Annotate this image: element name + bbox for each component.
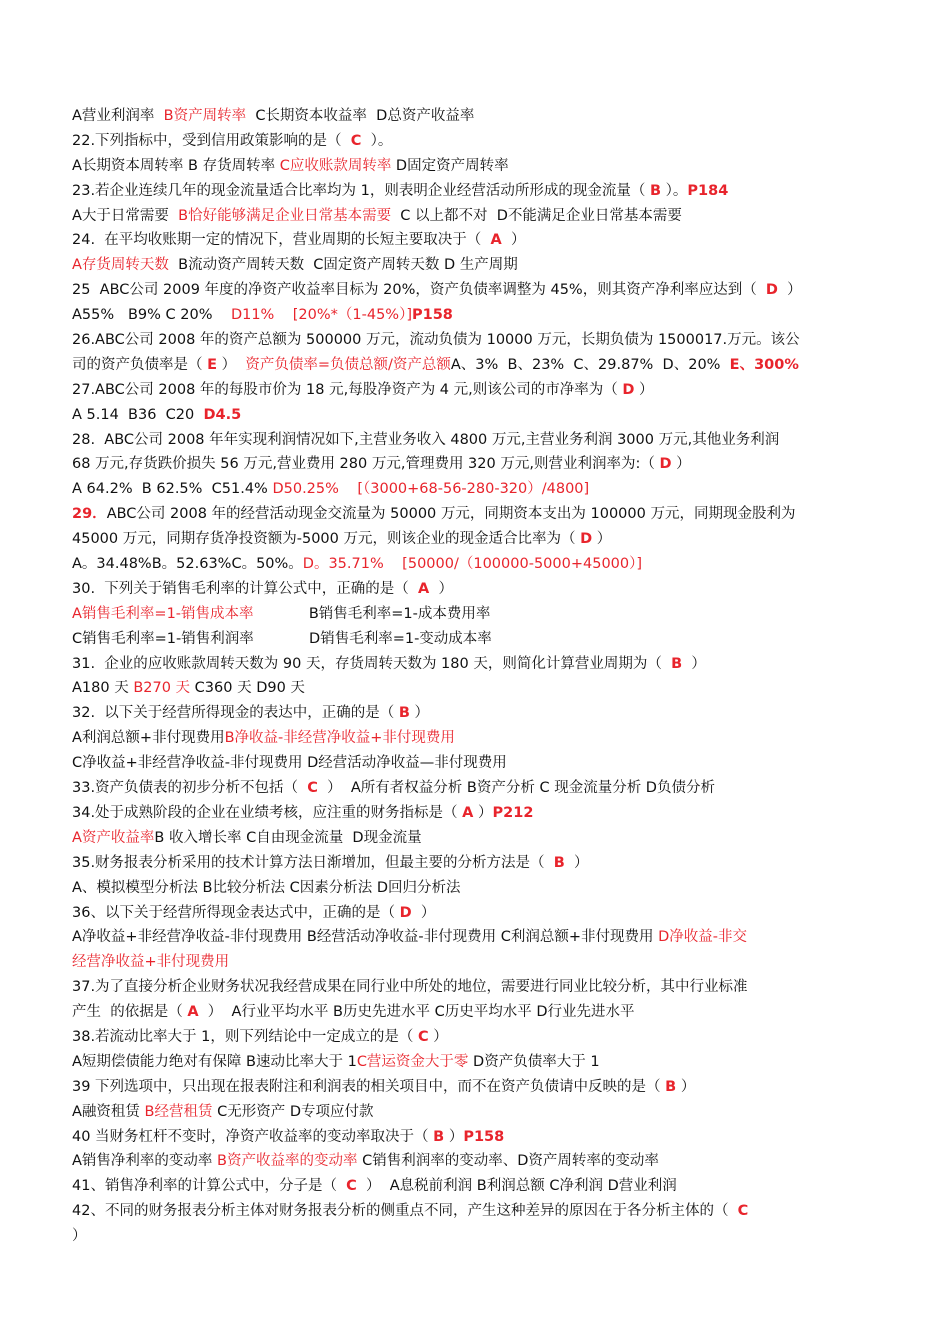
question-text: A短期偿债能力绝对有保障 B速动比率大于 1 bbox=[72, 1053, 357, 1070]
text-line bbox=[72, 428, 872, 453]
question-text: D资产负债率大于 1 bbox=[468, 1053, 600, 1070]
answer-text: D bbox=[765, 282, 778, 299]
text-line bbox=[72, 179, 872, 204]
question-text: 40 当财务杠杆不变时，净资产收益率的变动率取决于（ bbox=[72, 1128, 434, 1145]
answer-text: D4.5 bbox=[203, 406, 242, 423]
question-text: C 以上都不对 D不能满足企业日常基本需要 bbox=[391, 207, 682, 224]
question-text: C360 天 D90 天 bbox=[190, 680, 305, 697]
question-text: C销售毛利率=1-销售利润率 D销售毛利率=1-变动成本率 bbox=[72, 630, 492, 647]
text-line bbox=[72, 1000, 872, 1025]
question-text: 24. 在平均收账期一定的情况下，营业周期的长短主要取决于（ bbox=[72, 232, 491, 249]
question-text: C无形资产 D专项应付款 bbox=[212, 1103, 374, 1120]
question-text: A净收益+非经营净收益-非付现费用 B经营活动净收益-非付现费用 C利润总额+非付现费用 bbox=[72, 929, 659, 946]
answer-text: P158 bbox=[463, 1128, 505, 1145]
answer-text: P158 bbox=[412, 307, 453, 324]
answer-text: A bbox=[187, 1004, 199, 1021]
text-line bbox=[72, 826, 872, 851]
text-line bbox=[72, 452, 872, 477]
text-line bbox=[72, 1174, 872, 1199]
answer-text: D bbox=[580, 531, 593, 548]
question-text: B流动资产周转天数 C固定资产周转天数 D 生产周期 bbox=[168, 257, 518, 274]
answer-text: B资产收益率的变动率 bbox=[217, 1153, 358, 1170]
question-text: ） A所有者权益分析 B资产分析 C 现金流量分析 D负债分析 bbox=[317, 780, 715, 797]
question-text: 23.若企业连续几年的现金流量适合比率均为 1，则表明企业经营活动所形成的现金流量（ bbox=[72, 182, 650, 199]
question-text: 产生 的依据是（ bbox=[72, 1004, 188, 1021]
question-text: 34.处于成熟阶段的企业在业绩考核，应注重的财务指标是（ bbox=[72, 804, 463, 821]
answer-text: A bbox=[418, 580, 430, 597]
question-text: ） bbox=[671, 456, 691, 473]
text-line bbox=[72, 353, 872, 378]
text-line bbox=[72, 527, 872, 552]
question-text: 30. 下列关于销售毛利率的计算公式中，正确的是（ bbox=[72, 580, 418, 597]
question-text: ） bbox=[411, 904, 436, 921]
answer-text: D bbox=[399, 904, 412, 921]
question-text: B 收入增长率 C自由现金流量 D现金流量 bbox=[154, 829, 422, 846]
answer-text: B bbox=[665, 1078, 677, 1095]
answer-text: E、300% bbox=[729, 356, 799, 373]
question-text: ） bbox=[676, 1078, 696, 1095]
question-text: 35.财务报表分析采用的技术计算方法日渐增加，但最主要的分析方法是（ bbox=[72, 854, 554, 871]
answer-text: B bbox=[671, 655, 683, 672]
question-text: A大于日常需要 bbox=[72, 207, 179, 224]
question-text: 38.若流动比率大于 1，则下列结论中一定成立的是（ bbox=[72, 1028, 419, 1045]
answer-text: B bbox=[650, 182, 662, 199]
answer-text: A资产收益率 bbox=[72, 829, 155, 846]
question-text: 31. 企业的应收账款周转天数为 90 天，存货周转天数为 180 天，则简化计算营业周期为（ bbox=[72, 655, 672, 672]
text-line bbox=[72, 228, 872, 253]
question-text: A、模拟模型分析法 B比较分析法 C因素分析法 D回归分析法 bbox=[72, 879, 461, 896]
answer-text: D。35.71% [50000/（100000-5000+45000）] bbox=[302, 556, 643, 573]
answer-text: C bbox=[307, 780, 318, 797]
question-text: 22.下列指标中，受到信用政策影响的是（ bbox=[72, 132, 351, 149]
answer-text: B资产周转率 bbox=[163, 108, 256, 124]
answer-text: D bbox=[659, 456, 672, 473]
text-line bbox=[72, 1075, 872, 1100]
text-line bbox=[72, 701, 872, 726]
text-line bbox=[72, 602, 872, 627]
text-line bbox=[72, 1224, 872, 1249]
answer-text: D净收益-非交 bbox=[658, 929, 747, 946]
text-line bbox=[72, 901, 872, 926]
answer-text: P212 bbox=[492, 804, 534, 821]
question-text: ） bbox=[444, 1128, 464, 1145]
text-line bbox=[72, 925, 872, 950]
question-text: ） A息税前利润 B利润总额 C净利润 D营业利润 bbox=[356, 1178, 677, 1195]
answer-text: C营运资金大于零 bbox=[356, 1053, 469, 1070]
text-line bbox=[72, 278, 872, 303]
answer-text: B bbox=[553, 854, 565, 871]
text-line bbox=[72, 253, 872, 278]
question-text: 25 ABC公司 2009 年度的净资产收益率目标为 20%，资产负债率调整为 45%，则其资产净利率应达到（ bbox=[72, 282, 766, 299]
text-line bbox=[72, 477, 872, 502]
text-line bbox=[72, 104, 872, 129]
text-line bbox=[72, 950, 872, 975]
question-text: ） bbox=[682, 655, 706, 672]
question-text: ） bbox=[217, 356, 246, 373]
question-text: 32. 以下关于经营所得现金的表达中，正确的是（ bbox=[72, 705, 399, 722]
text-line bbox=[72, 1100, 872, 1125]
question-text: C长期资本收益率 D总资产收益率 bbox=[255, 108, 475, 124]
question-text: A180 天 bbox=[72, 680, 134, 697]
question-text: A融资租赁 bbox=[72, 1103, 145, 1120]
text-line bbox=[72, 502, 872, 527]
text-line bbox=[72, 154, 872, 179]
text-line bbox=[72, 1050, 872, 1075]
question-text: 27.ABC公司 2008 年的每股市价为 18 元,每股净资产为 4 元,则该公司的市净率为（ bbox=[72, 381, 623, 398]
answer-text: A存货周转天数 bbox=[72, 257, 169, 274]
answer-text: A bbox=[462, 804, 474, 821]
question-text: 39 下列选项中，只出现在报表附注和利润表的相关项目中，而不在资产负债请中反映的是（ bbox=[72, 1078, 666, 1095]
answer-text: C bbox=[350, 132, 362, 149]
question-text: ） bbox=[777, 282, 802, 299]
text-line bbox=[72, 676, 872, 701]
answer-text: B经营租赁 bbox=[144, 1103, 213, 1120]
question-text: 36、以下关于经营所得现金表达式中，正确的是（ bbox=[72, 904, 400, 921]
question-text: ） A行业平均水平 B历史先进水平 C历史平均水平 D行业先进水平 bbox=[198, 1004, 635, 1021]
question-text: A长期资本周转率 B 存货周转率 bbox=[72, 157, 280, 174]
question-text: ） bbox=[473, 804, 493, 821]
question-text: ） bbox=[429, 580, 453, 597]
question-text: ）。 bbox=[361, 132, 393, 149]
answer-text: 经营净收益+非付现费用 bbox=[72, 954, 230, 971]
question-text: ） bbox=[592, 531, 612, 548]
question-text: 28. ABC公司 2008 年年实现利润情况如下,主营业务收入 4800 万元,主营业务利润 3000 万元,其他业务利润 bbox=[72, 431, 780, 448]
question-text: A 64.2% B 62.5% C51.4% bbox=[72, 481, 273, 498]
question-text: 33.资产负债表的初步分析不包括（ bbox=[72, 780, 308, 797]
question-text: A营业利润率 bbox=[72, 108, 164, 124]
answer-text: 资产负债率=负债总额/资产总额 bbox=[245, 356, 451, 373]
answer-text: D bbox=[622, 381, 635, 398]
question-text: ） bbox=[428, 1028, 448, 1045]
question-text: A55% B9% C 20% bbox=[72, 307, 231, 324]
document-body bbox=[72, 104, 872, 1249]
text-line bbox=[72, 303, 872, 328]
text-line bbox=[72, 204, 872, 229]
answer-text: C bbox=[346, 1178, 357, 1195]
question-text: ） bbox=[409, 705, 430, 722]
text-line bbox=[72, 129, 872, 154]
question-text: C销售利润率的变动率、D资产周转率的变动率 bbox=[357, 1153, 659, 1170]
question-text: A。34.48%B。52.63%C。50%。 bbox=[72, 556, 303, 573]
answer-text: B bbox=[398, 705, 410, 722]
answer-text: B270 天 bbox=[133, 680, 191, 697]
question-text: 42、不同的财务报表分析主体对财务报表分析的侧重点不同，产生这种差异的原因在于各分析主体的（ bbox=[72, 1203, 738, 1220]
question-text: 41、销售净利率的计算公式中，分子是（ bbox=[72, 1178, 347, 1195]
text-line bbox=[72, 403, 872, 428]
text-line bbox=[72, 1025, 872, 1050]
answer-text: C bbox=[737, 1203, 749, 1220]
question-text: ） bbox=[564, 854, 589, 871]
question-text: 45000 万元，同期存货净投资额为-5000 万元，则该企业的现金适合比率为（ bbox=[72, 531, 581, 548]
answer-text: A销售毛利率=1-销售成本率 bbox=[72, 605, 254, 622]
answer-text: A bbox=[490, 232, 502, 249]
text-line bbox=[72, 1125, 872, 1150]
question-text: D固定资产周转率 bbox=[391, 157, 509, 174]
text-line bbox=[72, 1199, 872, 1224]
text-line bbox=[72, 552, 872, 577]
text-line bbox=[72, 975, 872, 1000]
text-line bbox=[72, 851, 872, 876]
answer-text: C应收账款周转率 bbox=[279, 157, 392, 174]
text-line bbox=[72, 751, 872, 776]
answer-text: 29． bbox=[72, 506, 107, 523]
answer-text: P184 bbox=[687, 182, 729, 199]
question-text: B销售毛利率=1-成本费用率 bbox=[253, 605, 491, 622]
question-text: 68 万元,存货跌价损失 56 万元,营业费用 280 万元,管理费用 320 万元,则营业利润率为:（ bbox=[72, 456, 660, 473]
answer-text: B bbox=[433, 1128, 445, 1145]
text-line bbox=[72, 801, 872, 826]
question-text: 26.ABC公司 2008 年的资产总额为 500000 万元，流动负债为 10000 万元，长期负债为 1500017.万元。该公 bbox=[72, 332, 800, 349]
question-text: ）。 bbox=[661, 182, 688, 199]
answer-text: B恰好能够满足企业日常基本需要 bbox=[178, 207, 392, 224]
question-text: 司的资产负债率是（ bbox=[72, 356, 208, 373]
question-text: A利润总额+非付现费用 bbox=[72, 730, 225, 747]
text-line bbox=[72, 577, 872, 602]
question-text: ） bbox=[634, 381, 654, 398]
question-text: ） bbox=[501, 232, 526, 249]
answer-text: D11% [20%*（1-45%）] bbox=[230, 307, 412, 324]
text-line bbox=[72, 378, 872, 403]
answer-text: C bbox=[418, 1028, 429, 1045]
answer-text: E bbox=[207, 356, 218, 373]
text-line bbox=[72, 776, 872, 801]
question-text: 37.为了直接分析企业财务状况我经营成果在同行业中所处的地位，需要进行同业比较分析，其中行业标准 bbox=[72, 979, 748, 996]
question-text: ） bbox=[72, 1228, 87, 1245]
question-text: A销售净利率的变动率 bbox=[72, 1153, 218, 1170]
question-text: ABC公司 2008 年的经营活动现金交流量为 50000 万元，同期资本支出为 100000 万元，同期现金股利为 bbox=[106, 506, 796, 523]
text-line bbox=[72, 1149, 872, 1174]
text-line bbox=[72, 328, 872, 353]
question-text: C净收益+非经营净收益-非付现费用 D经营活动净收益—非付现费用 bbox=[72, 755, 507, 772]
text-line bbox=[72, 876, 872, 901]
question-text: A、3% B、23% C、29.87% D、20% bbox=[450, 356, 730, 373]
text-line bbox=[72, 627, 872, 652]
answer-text: D50.25% [（3000+68-56-280-320）/4800] bbox=[272, 481, 590, 498]
text-line bbox=[72, 652, 872, 677]
text-line bbox=[72, 726, 872, 751]
answer-text: B净收益-非经营净收益+非付现费用 bbox=[224, 730, 455, 747]
question-text: A 5.14 B36 C20 bbox=[72, 406, 204, 423]
